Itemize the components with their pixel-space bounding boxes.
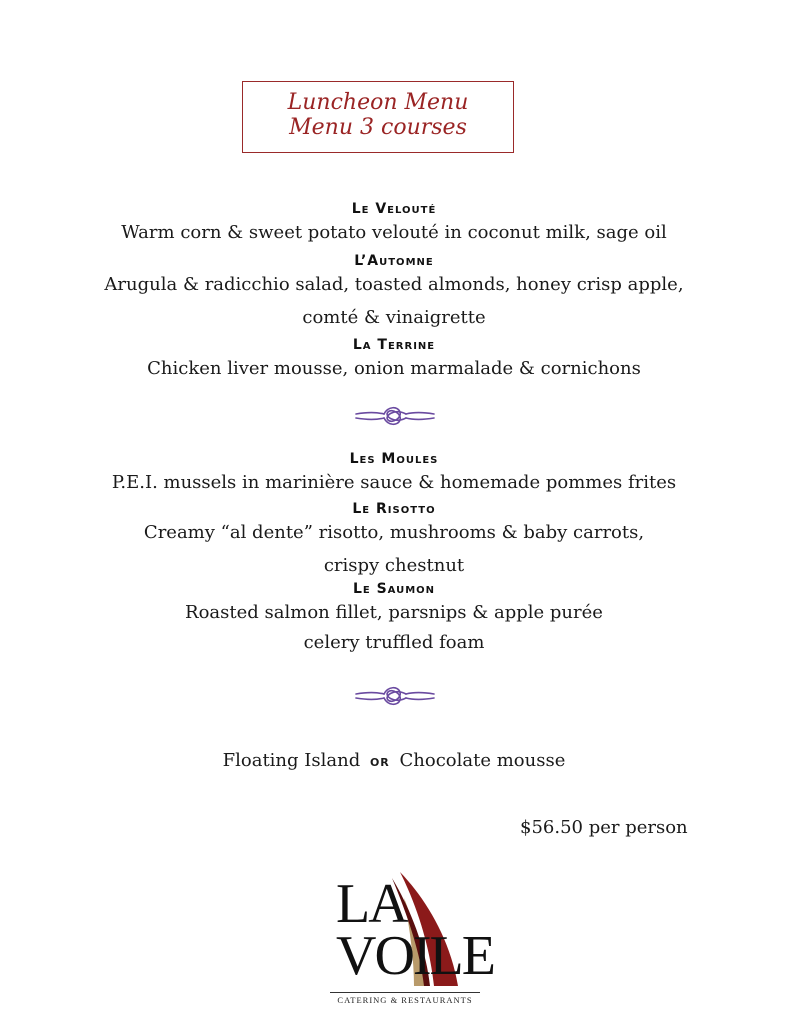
knot-divider-icon <box>354 402 436 430</box>
course-name: La Terrine <box>352 337 436 353</box>
course-description: Arugula & radicchio salad, toasted almonds, honey crisp apple, <box>104 274 684 295</box>
menu-title-box <box>242 81 514 153</box>
course-description: Creamy “al dente” risotto, mushrooms & baby carrots, <box>143 522 645 543</box>
menu-title: Luncheon Menu <box>287 90 469 115</box>
course-automne <box>0 252 788 333</box>
course-name: L’Automne <box>354 253 434 269</box>
logo-tagline: CATERING & RESTAURANTS <box>330 992 480 1005</box>
course-description: crispy chestnut <box>323 555 465 576</box>
course-velouté <box>0 200 788 248</box>
dessert-option-2: Chocolate mousse <box>399 750 566 771</box>
course-name: Le Saumon <box>352 581 436 597</box>
course-risotto <box>0 500 788 581</box>
course-description: P.E.I. mussels in marinière sauce & homemade pommes frites <box>111 472 677 493</box>
price: $56.50 per person <box>520 817 688 838</box>
logo-text-la: LA <box>336 873 407 935</box>
course-name: Le Risotto <box>352 501 436 517</box>
la-voile-logo <box>330 868 494 1008</box>
course-description: Roasted salmon fillet, parsnips & apple purée <box>185 602 603 623</box>
course-saumon <box>0 580 788 658</box>
menu-subtitle: Menu 3 courses <box>289 115 467 140</box>
knot-divider-icon <box>354 682 436 710</box>
course-description: Chicken liver mousse, onion marmalade & cornichons <box>147 358 641 379</box>
course-terrine <box>0 336 788 384</box>
dessert-or: or <box>369 752 390 770</box>
dessert-line <box>0 748 788 774</box>
course-description: Warm corn & sweet potato velouté in coconut milk, sage oil <box>121 222 667 243</box>
dessert-option-1: Floating Island <box>222 750 361 771</box>
course-description: comté & vinaigrette <box>302 307 486 328</box>
course-moules <box>0 450 788 498</box>
course-name: Le Velouté <box>351 201 437 217</box>
logo-text-voile: VOILE <box>336 925 494 987</box>
course-name: Les Moules <box>349 451 439 467</box>
course-description: celery truffled foam <box>303 632 485 653</box>
